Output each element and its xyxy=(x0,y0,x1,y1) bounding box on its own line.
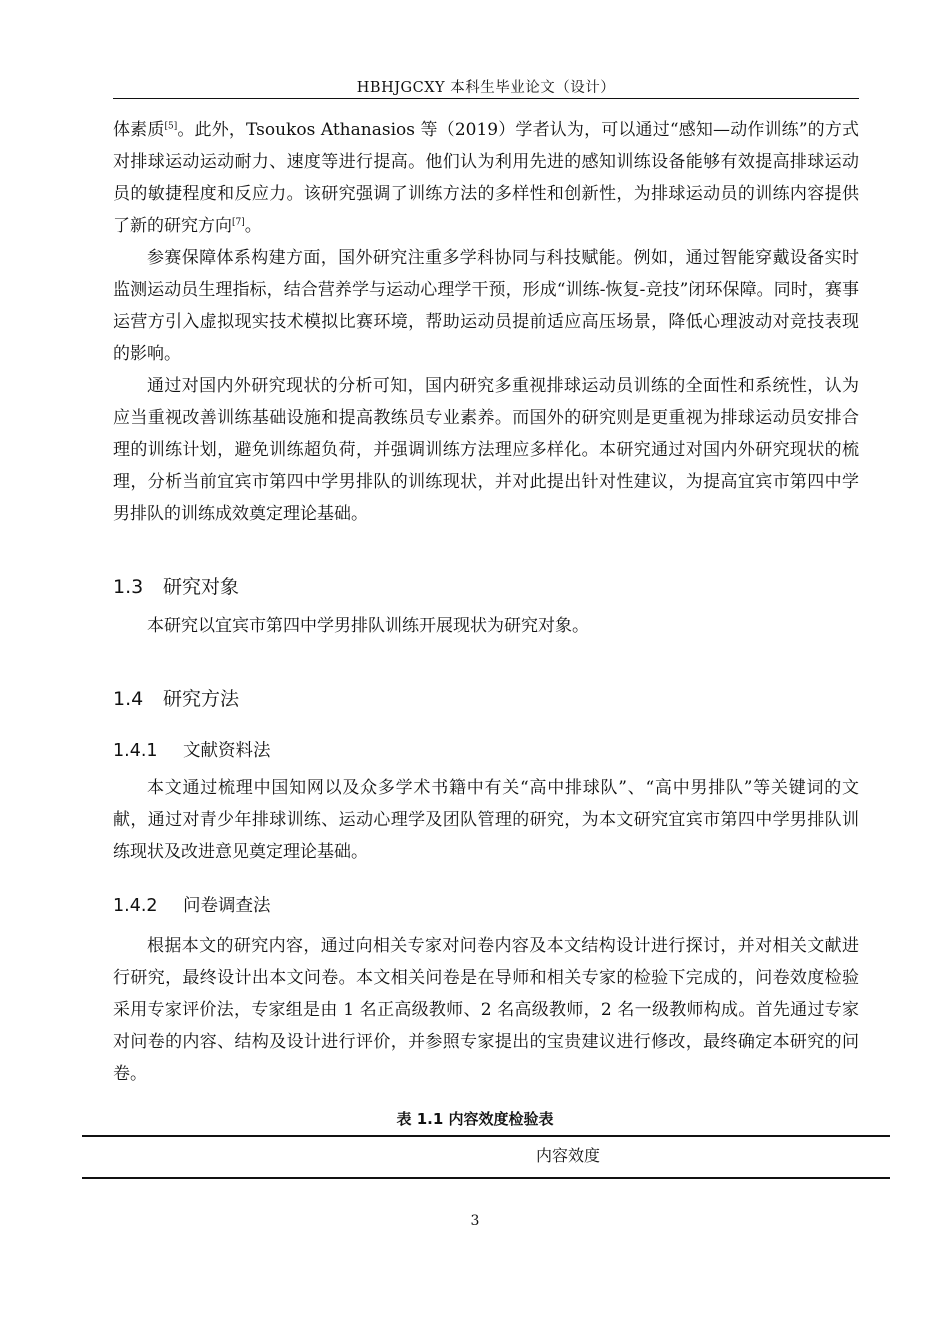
body-text xyxy=(113,114,859,530)
citation-5: [5] xyxy=(164,121,178,132)
section-title: 研究方法 xyxy=(163,688,240,710)
subsection-heading-1-4-1 xyxy=(113,737,271,762)
section-heading-1-3 xyxy=(113,572,239,599)
paragraph-1 xyxy=(113,114,859,242)
subsection-title: 文献资料法 xyxy=(183,741,271,761)
section-1-4-2-text xyxy=(113,930,859,1090)
paragraph-research-object: 本研究以宜宾市第四中学男排队训练开展现状为研究对象。 xyxy=(147,616,589,636)
subsection-number: 1.4.1 xyxy=(113,741,158,761)
paragraph-literature-method: 本文通过梳理中国知网以及众多学术书籍中有关“高中排球队”、“高中男排队”等关键词的文献，通过对青少年排球训练、运动心理学及团队管理的研究，为本文研究宜宾市第四中学男排队训练现状及改进意见奠定理论基础。 xyxy=(113,778,859,862)
paragraph-3: 通过对国内外研究现状的分析可知，国内研究多重视排球运动员训练的全面性和系统性，认为应当重视改善训练基础设施和提高教练员专业素养。而国外的研究则是更重视为排球运动员安排合理的训练计划，避免训练超负荷，并强调训练方法理应多样化。本研究通过对国内外研究现状的梳理，分析当前宜宾市第四中学男排队的训练现状，并对此提出针对性建议，为提高宜宾市第四中学男排队的训练成效奠定理论基础。 xyxy=(113,376,859,524)
section-1-3-text xyxy=(113,610,859,642)
table-top-rule xyxy=(82,1135,890,1137)
paragraph-1-text-a: 体素质 xyxy=(113,120,165,140)
subsection-heading-1-4-2 xyxy=(113,892,271,917)
table-header-cell xyxy=(82,1143,890,1166)
table-caption: 表 1.1 内容效度检验表 xyxy=(396,1110,554,1128)
table-header-rule xyxy=(82,1177,890,1179)
section-number: 1.4 xyxy=(113,688,144,710)
paragraph-1-text-b: 。此外，Tsoukos Athanasios 等（2019）学者认为，可以通过“感知—动作训练”的方式对排球运动运动耐力、速度等进行提高。他们认为利用先进的感知训练设备能够有效提高排球运动员的敏捷程度和反应力。该研究强调了训练方法的多样性和创新性，为排球运动员的训练内容提供了新的研究方向 xyxy=(113,120,859,236)
paragraph-questionnaire-method: 根据本文的研究内容，通过向相关专家对问卷内容及本文结构设计进行探讨，并对相关文献进行研究，最终设计出本文问卷。本文相关问卷是在导师和相关专家的检验下完成的，问卷效度检验采用专家评价法，专家组是由 1 名正高级教师、2 名高级教师，2 名一级教师构成。首先通过专家对问卷的内容、结构及设计进行评价，并参照专家提出的宝贵建议进行修改，最终确定本研究的问卷。 xyxy=(113,936,859,1084)
subsection-title: 问卷调查法 xyxy=(183,896,271,916)
subsection-number: 1.4.2 xyxy=(113,896,158,916)
section-1-4-1-text xyxy=(113,772,859,868)
paragraph-2: 参赛保障体系构建方面，国外研究注重多学科协同与科技赋能。例如，通过智能穿戴设备实时监测运动员生理指标，结合营养学与运动心理学干预，形成“训练-恢复-竞技”闭环保障。同时，赛事运营方引入虚拟现实技术模拟比赛环境，帮助运动员提前适应高压场景，降低心理波动对竞技表现的影响。 xyxy=(113,248,859,364)
citation-7: [7] xyxy=(232,217,245,228)
section-heading-1-4 xyxy=(113,684,239,711)
section-number: 1.3 xyxy=(113,576,144,598)
table-header-text: 内容效度 xyxy=(535,1146,600,1165)
section-title: 研究对象 xyxy=(163,576,240,598)
page-number: 3 xyxy=(470,1213,480,1229)
header-rule xyxy=(113,98,859,99)
running-header: HBHJGCXY 本科生毕业论文（设计） xyxy=(356,80,616,96)
paragraph-1-text-c: 。 xyxy=(244,216,262,236)
